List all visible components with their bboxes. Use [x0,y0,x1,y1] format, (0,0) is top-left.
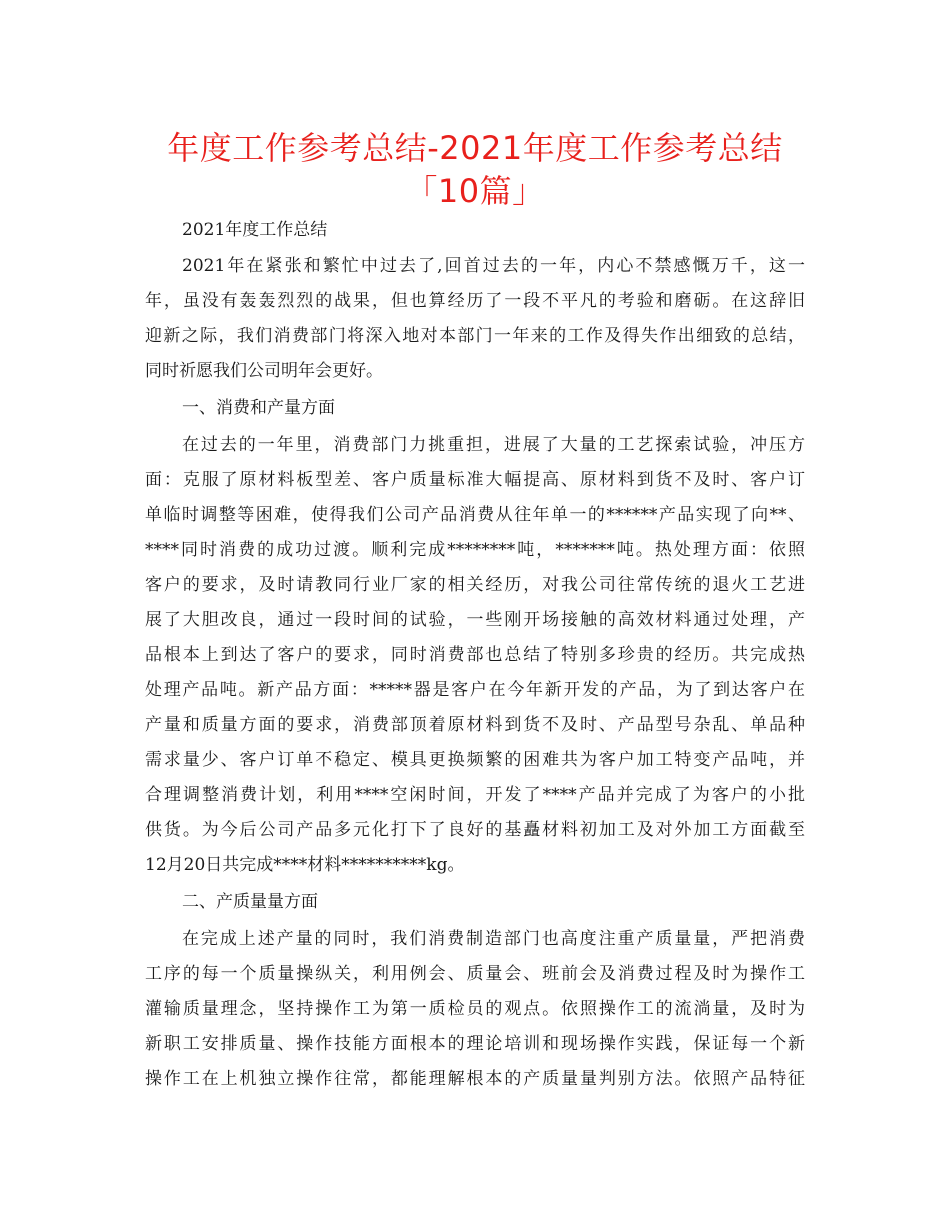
section-heading: 2021年度工作总结 [182,220,328,240]
body-line: 面：克服了原材料板型差、客户质量标准大幅提高、原材料到货不及时、客户订 [145,470,805,490]
body-line: 2021年在紧张和繁忙中过去了,回首过去的一年，内心不禁感慨万千，这一 [182,256,805,276]
body-line: 新职工安排质量、操作技能方面根本的理论培训和现场操作实践，保证每一个新 [145,1034,805,1054]
body-line: 单临时调整等困难，使得我们公司产品消费从往年单一的******产品实现了向**、 [145,505,805,525]
body-line: 展了大胆改良，通过一段时间的试验，一些刚开场接触的高效材料通过处理，产 [145,610,805,630]
body-line: 迎新之际，我们消费部门将深入地对本部门一年来的工作及得失作出细致的总结， [145,326,805,346]
body-line: ****同时消费的成功过渡。顺利完成********吨，*******吨。热处理方面：依照 [145,540,805,560]
body-line: 工序的每一个质量操纵关，利用例会、质量会、班前会及消费过程及时为操作工 [145,964,805,984]
body-line: 产量和质量方面的要求，消费部顶着原材料到货不及时、产品型号杂乱、单品种 [145,715,805,735]
body-line: 在完成上述产量的同时，我们消费制造部门也高度注重产质量量，严把消费 [182,929,805,949]
document-title-line-2: 「10篇」 [405,172,545,210]
body-line: 客户的要求，及时请教同行业厂家的相关经历，对我公司往常传统的退火工艺进 [145,575,805,595]
body-line: 供货。为今后公司产品多元化打下了良好的基矗材料初加工及对外加工方面截至 [145,820,805,840]
body-line: 12月20日共完成****材料**********kg。 [145,855,465,875]
body-line: 品根本上到达了客户的要求，同时消费部也总结了特别多珍贵的经历。共完成热 [145,645,805,665]
subsection-heading: 一、消费和产量方面 [182,398,335,418]
body-line: 操作工在上机独立操作往常，都能理解根本的产质量量判别方法。依照产品特征 [145,1069,805,1089]
body-line: 同时祈愿我们公司明年会更好。 [145,361,383,381]
body-line: 需求量少、客户订单不稳定、模具更换频繁的困难共为客户加工特变产品吨，并 [145,750,805,770]
body-line: 年，虽没有轰轰烈烈的战果，但也算经历了一段不平凡的考验和磨砺。在这辞旧 [145,291,805,311]
subsection-heading: 二、产质量量方面 [182,892,318,912]
body-line: 灌输质量理念，坚持操作工为第一质检员的观点。依照操作工的流淌量，及时为 [145,999,805,1019]
body-line: 处理产品吨。新产品方面：*****器是客户在今年新开发的产品，为了到达客户在 [145,680,805,700]
document-title-line-1: 年度工作参考总结-2021年度工作参考总结 [167,129,783,167]
body-line: 在过去的一年里，消费部门力挑重担，进展了大量的工艺探索试验，冲压方 [182,435,805,455]
body-line: 合理调整消费计划，利用****空闲时间，开发了****产品并完成了为客户的小批 [145,785,805,805]
